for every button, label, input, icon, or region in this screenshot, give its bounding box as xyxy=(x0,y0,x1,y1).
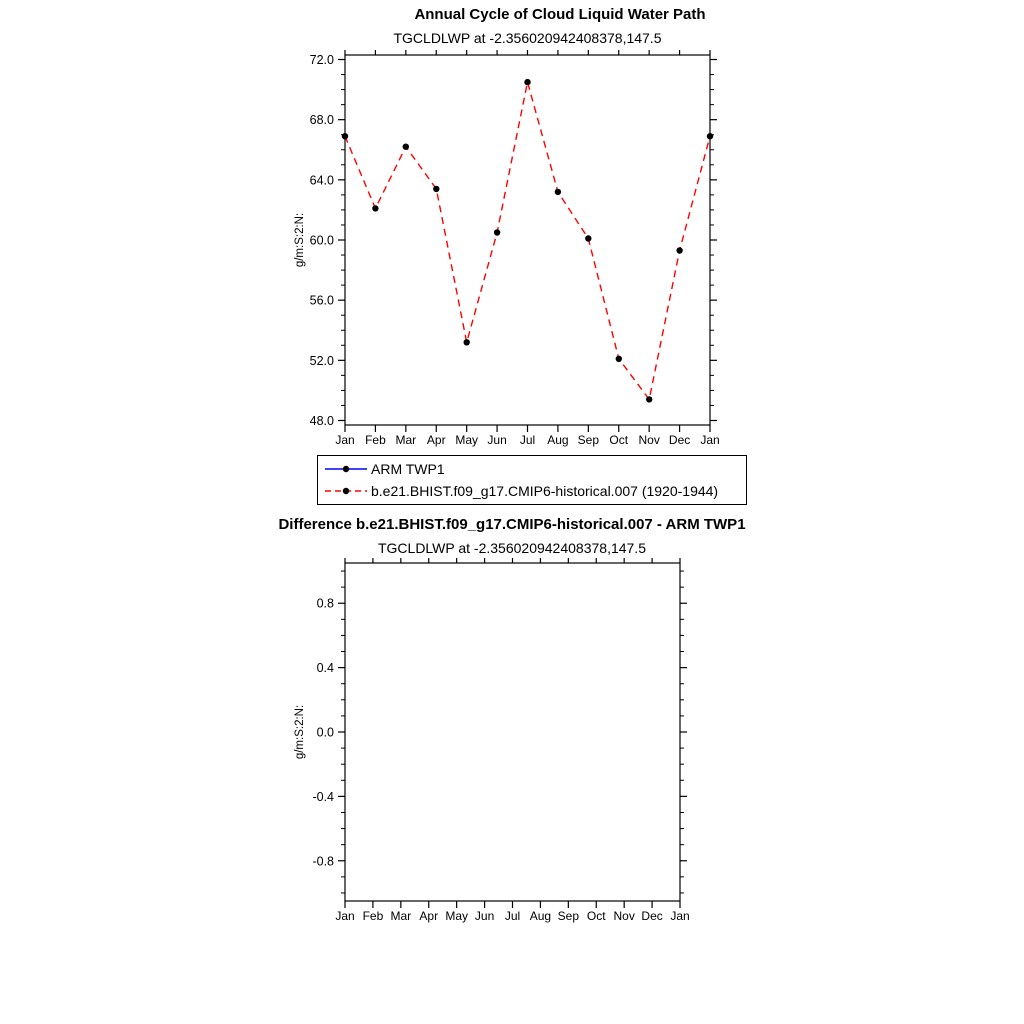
svg-text:0.0: 0.0 xyxy=(316,725,334,740)
svg-text:Feb: Feb xyxy=(362,909,384,923)
svg-text:-0.4: -0.4 xyxy=(312,789,334,804)
annual-cycle-subtitle: TGCLDLWP at -2.356020942408378,147.5 xyxy=(393,30,662,46)
difference-subtitle: TGCLDLWP at -2.356020942408378,147.5 xyxy=(377,540,646,556)
svg-text:Jan: Jan xyxy=(335,433,355,447)
svg-text:-0.8: -0.8 xyxy=(312,854,334,869)
svg-text:Mar: Mar xyxy=(390,909,412,923)
svg-text:Jan: Jan xyxy=(335,909,355,923)
svg-text:Sep: Sep xyxy=(577,433,600,447)
svg-text:Apr: Apr xyxy=(426,433,446,447)
svg-text:Mar: Mar xyxy=(395,433,417,447)
svg-text:60.0: 60.0 xyxy=(309,233,334,248)
svg-text:Dec: Dec xyxy=(641,909,663,923)
legend-line-sample xyxy=(323,482,369,500)
svg-text:May: May xyxy=(445,909,469,923)
svg-text:56.0: 56.0 xyxy=(309,293,334,308)
legend-item xyxy=(323,480,741,502)
legend xyxy=(317,455,747,505)
svg-text:0.4: 0.4 xyxy=(316,661,334,676)
legend-label: ARM TWP1 xyxy=(371,461,445,477)
svg-text:Oct: Oct xyxy=(609,433,629,447)
svg-text:g/m:S:2:N:: g/m:S:2:N: xyxy=(294,212,306,268)
legend-line-sample xyxy=(323,460,369,478)
svg-text:Aug: Aug xyxy=(547,433,569,447)
difference-chart xyxy=(280,553,760,925)
svg-text:Jul: Jul xyxy=(504,909,521,923)
annual-cycle-chart xyxy=(280,45,760,449)
svg-text:48.0: 48.0 xyxy=(309,413,334,428)
svg-text:Apr: Apr xyxy=(419,909,439,923)
svg-text:Jul: Jul xyxy=(519,433,536,447)
svg-text:Nov: Nov xyxy=(613,909,635,923)
svg-text:Dec: Dec xyxy=(668,433,691,447)
svg-text:Jun: Jun xyxy=(487,433,507,447)
svg-text:68.0: 68.0 xyxy=(309,113,334,128)
svg-text:52.0: 52.0 xyxy=(309,353,334,368)
svg-text:Feb: Feb xyxy=(365,433,386,447)
svg-text:72.0: 72.0 xyxy=(309,53,334,68)
legend-label: b.e21.BHIST.f09_g17.CMIP6-historical.007 (1920-1944) xyxy=(371,483,719,499)
svg-text:g/m:S:2:N:: g/m:S:2:N: xyxy=(294,704,306,760)
difference-title: Difference b.e21.BHIST.f09_g17.CMIP6-historical.007 - ARM TWP1 xyxy=(278,516,746,533)
annual-cycle-title: Annual Cycle of Cloud Liquid Water Path xyxy=(414,6,706,23)
svg-text:Sep: Sep xyxy=(557,909,580,923)
svg-text:Aug: Aug xyxy=(529,909,552,923)
svg-text:Jun: Jun xyxy=(474,909,495,923)
svg-text:Oct: Oct xyxy=(586,909,606,923)
legend-item xyxy=(323,458,741,480)
svg-text:May: May xyxy=(455,433,479,447)
svg-text:Jan: Jan xyxy=(670,909,690,923)
svg-text:64.0: 64.0 xyxy=(309,173,334,188)
svg-text:Jan: Jan xyxy=(700,433,720,447)
svg-text:0.8: 0.8 xyxy=(316,596,334,611)
svg-text:Nov: Nov xyxy=(638,433,660,447)
